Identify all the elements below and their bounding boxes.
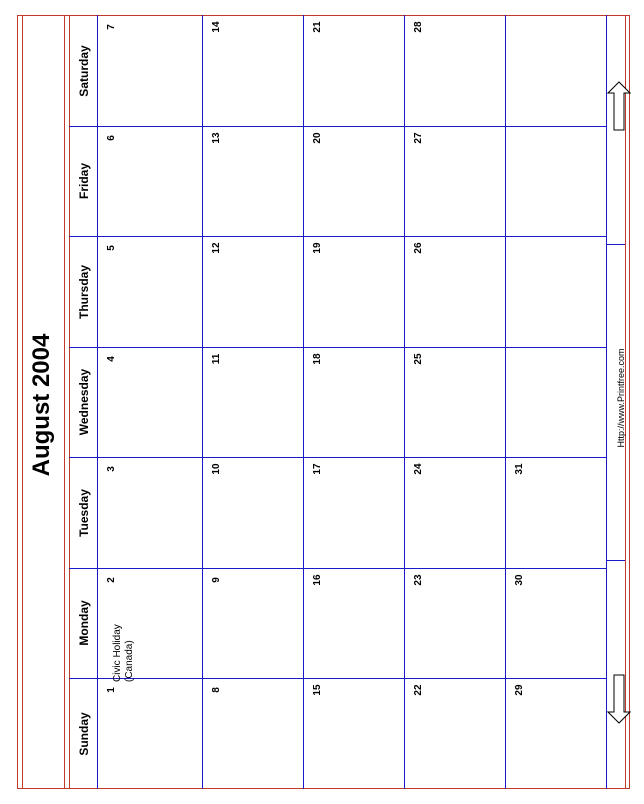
grid-rule bbox=[69, 457, 606, 458]
grid-rule bbox=[606, 15, 607, 789]
grid-rule bbox=[69, 568, 606, 569]
weekday-header: Monday bbox=[77, 600, 91, 646]
frame-rule bbox=[64, 15, 65, 789]
day-number: 15 bbox=[312, 684, 323, 696]
day-number: 24 bbox=[413, 463, 424, 475]
grid-rule bbox=[404, 15, 405, 789]
grid-rule bbox=[505, 15, 506, 789]
day-number: 31 bbox=[514, 463, 525, 475]
day-number: 20 bbox=[312, 132, 323, 144]
page-title: August 2004 bbox=[28, 333, 55, 477]
frame-rule bbox=[22, 15, 23, 789]
grid-rule bbox=[97, 15, 98, 789]
day-number: 27 bbox=[413, 132, 424, 144]
footer-url: Http://www.Printfree.com bbox=[616, 348, 626, 448]
weekday-header: Tuesday bbox=[77, 489, 91, 537]
frame-rule bbox=[69, 15, 70, 789]
day-number: 13 bbox=[211, 132, 222, 144]
day-number: 30 bbox=[514, 574, 525, 586]
day-number: 22 bbox=[413, 684, 424, 696]
grid-rule bbox=[69, 347, 606, 348]
day-number: 12 bbox=[211, 242, 222, 254]
day-number: 29 bbox=[514, 684, 525, 696]
grid-rule bbox=[202, 15, 203, 789]
arrow-down-icon bbox=[607, 674, 631, 724]
day-number: 4 bbox=[106, 356, 117, 362]
arrow-up-icon bbox=[607, 81, 631, 131]
day-number: 18 bbox=[312, 353, 323, 365]
day-number: 1 bbox=[106, 687, 117, 693]
day-number: 9 bbox=[211, 577, 222, 583]
holiday-note: Civic Holiday (Canada) bbox=[112, 624, 135, 682]
day-number: 19 bbox=[312, 242, 323, 254]
weekday-header: Sunday bbox=[77, 712, 91, 756]
day-number: 17 bbox=[312, 463, 323, 475]
day-number: 3 bbox=[106, 466, 117, 472]
grid-rule bbox=[606, 244, 625, 245]
grid-rule bbox=[69, 126, 606, 127]
weekday-header: Saturday bbox=[77, 45, 91, 97]
day-number: 25 bbox=[413, 353, 424, 365]
weekday-header: Thursday bbox=[77, 265, 91, 320]
grid-rule bbox=[69, 678, 606, 679]
day-number: 10 bbox=[211, 463, 222, 475]
day-number bbox=[514, 349, 526, 369]
grid-rule bbox=[606, 560, 625, 561]
day-number: 14 bbox=[211, 21, 222, 33]
day-number: 26 bbox=[413, 242, 424, 254]
day-number: 28 bbox=[413, 21, 424, 33]
day-number: 7 bbox=[106, 24, 117, 30]
grid-rule bbox=[303, 15, 304, 789]
day-number: 6 bbox=[106, 135, 117, 141]
day-number: 11 bbox=[211, 353, 222, 365]
day-number: 5 bbox=[106, 245, 117, 251]
day-number: 8 bbox=[211, 687, 222, 693]
day-number bbox=[514, 238, 526, 258]
grid-rule bbox=[69, 236, 606, 237]
weekday-header: Friday bbox=[77, 163, 91, 200]
day-number: 21 bbox=[312, 21, 323, 33]
weekday-header: Wednesday bbox=[77, 368, 91, 436]
day-number bbox=[514, 128, 526, 148]
day-number: 16 bbox=[312, 574, 323, 586]
day-number: 2 bbox=[106, 577, 117, 583]
day-number: 23 bbox=[413, 574, 424, 586]
day-number bbox=[514, 17, 526, 37]
